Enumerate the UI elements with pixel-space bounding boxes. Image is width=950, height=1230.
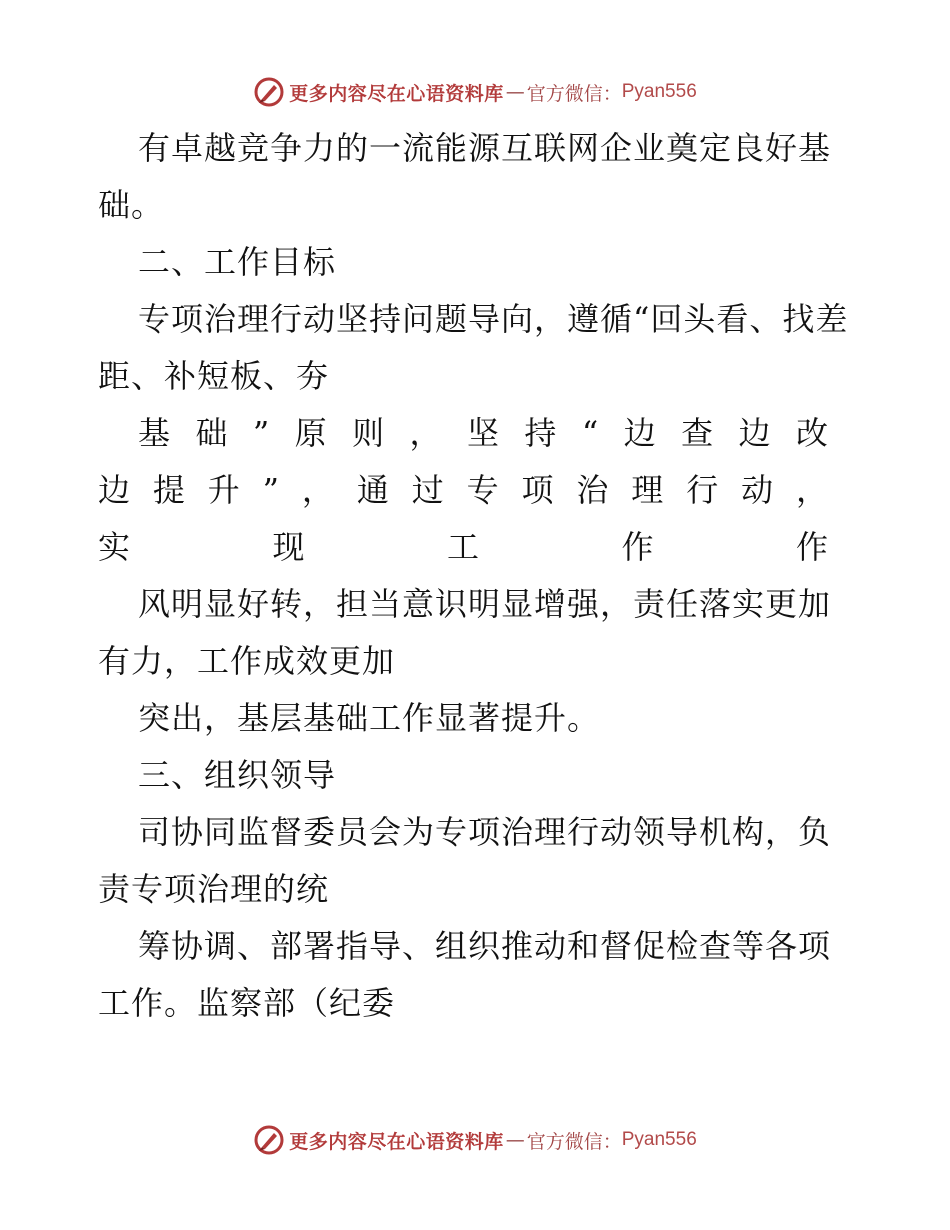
paragraph-7: 筹协调、部署指导、组织推动和督促检查等各项工作。监察部（纪委	[98, 927, 832, 1022]
paragraph-6: 司协同监督委员会为专项治理行动领导机构，负责专项治理的统	[98, 813, 832, 908]
paragraph-2: 专项治理行动坚持问题导向，遵循“回头看、找差距、补短板、夯	[98, 300, 849, 395]
paragraph-3: 基础”原则，坚持“边查边改边提升”，通过专项治理行动，实现工作作	[98, 414, 850, 566]
footer-banner	[0, 1120, 950, 1160]
header-brand-text: 更多内容尽在心语资料库	[289, 82, 504, 105]
pen-nib-logo-icon	[253, 76, 285, 108]
paragraph-5: 突出，基层基础工作显著提升。	[138, 699, 601, 737]
footer-brand-text: 更多内容尽在心语资料库	[289, 1130, 504, 1153]
header-account-id: Pyan556	[621, 81, 697, 102]
footer-account-id: Pyan556	[621, 1129, 697, 1150]
section-heading-goals: 二、工作目标	[138, 243, 337, 281]
section-heading-organization: 三、组织领导	[138, 756, 337, 794]
footer-separator: —	[505, 1129, 525, 1151]
header-account-label: 官方微信：	[526, 82, 622, 105]
document-body	[98, 120, 850, 1032]
paragraph-1: 有卓越竞争力的一流能源互联网企业奠定良好基础。	[98, 129, 832, 224]
header-separator: —	[505, 81, 525, 103]
header-banner	[0, 72, 950, 112]
paragraph-4: 风明显好转，担当意识明显增强，责任落实更加有力，工作成效更加	[98, 585, 832, 680]
pen-nib-logo-icon	[253, 1124, 285, 1156]
footer-account-label: 官方微信：	[526, 1130, 622, 1153]
